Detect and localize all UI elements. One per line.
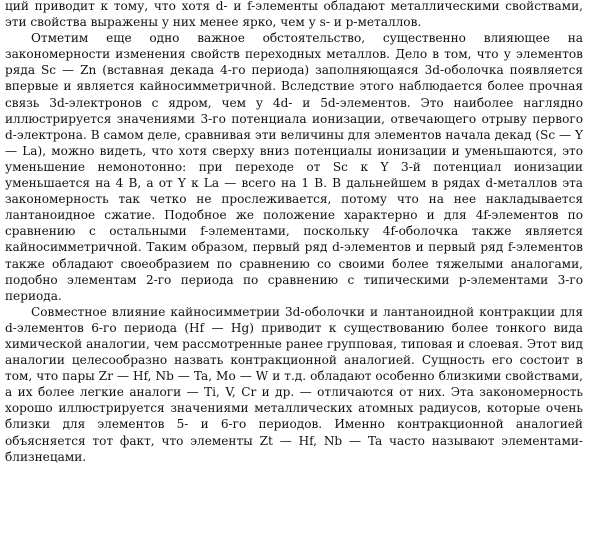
document-page — [5, 0, 583, 465]
paragraph-3: Совместное влияние кайносимметрии 3d-оболочки и лантаноидной контракции для d-элементов 6-го периода (Hf — Hg) приводит к существованию более тонкого вида химической аналогии, чем рассмотренные ранее групповая, типовая и слоевая. Этот вид аналогии целесообразно назвать контракционной аналогией. Сущность его состоит в том, что пары Zr — Hf, Nb — Ta, Mo — W и т.д. обладают особенно близкими свойствами, а их более легкие аналоги — Ti, V, Cr и др. — отличаются от них. Эта закономерность хорошо иллюстрируется значениями металлических атомных радиусов, которые очень близки для элементов 5- и 6-го периодов. Именно контракционной аналогией объясняется тот факт, что элементы Zt — Hf, Nb — Ta часто называют элементами-близнецами. — [5, 304, 583, 464]
paragraph-2: Отметим еще одно важное обстоятельство, существенно влияющее на закономерности изменения свойств переходных металлов. Дело в том, что у элементов ряда Sc — Zn (вставная декада 4-го периода) заполняющаяся 3d-оболочка появляется впервые и является кайносимметричной. Вследствие этого наблюдается более прочная связь 3d-электронов с ядром, чем у 4d- и 5d-элементов. Это наиболее наглядно иллюстрируется значениями 3-го потенциала ионизации, отвечающего отрыву первого d-электрона. В самом деле, сравнивая эти величины для элементов начала декад (Sc — Y — La), можно видеть, что хотя сверху вниз потенциалы ионизации и уменьшаются, это уменьшение немонотонно: при переходе от Sc к Y 3-й потенциал ионизации уменьшается на 4 В, а от Y к La — всего на 1 В. В дальнейшем в рядах d-металлов эта закономерность так четко не прослеживается, потому что на нее накладывается лантаноидное сжатие. Подобное же положение характерно и для 4f-элементов по сравнению с остальными f-элементами, поскольку 4f-оболочка также является кайносимметричной. Таким образом, первый ряд d-элементов и первый ряд f-элементов также обладают своеобразием по сравнению со своими более тяжелыми аналогами, подобно элементам 2-го периода по сравнению с типическими p-элементами 3-го периода. — [5, 31, 583, 303]
paragraph-1: ций приводит к тому, что хотя d- и f-элементы обладают металлическими свойствами, эти свойства выражены у них менее ярко, чем у s- и p-металлов. — [5, 0, 583, 30]
